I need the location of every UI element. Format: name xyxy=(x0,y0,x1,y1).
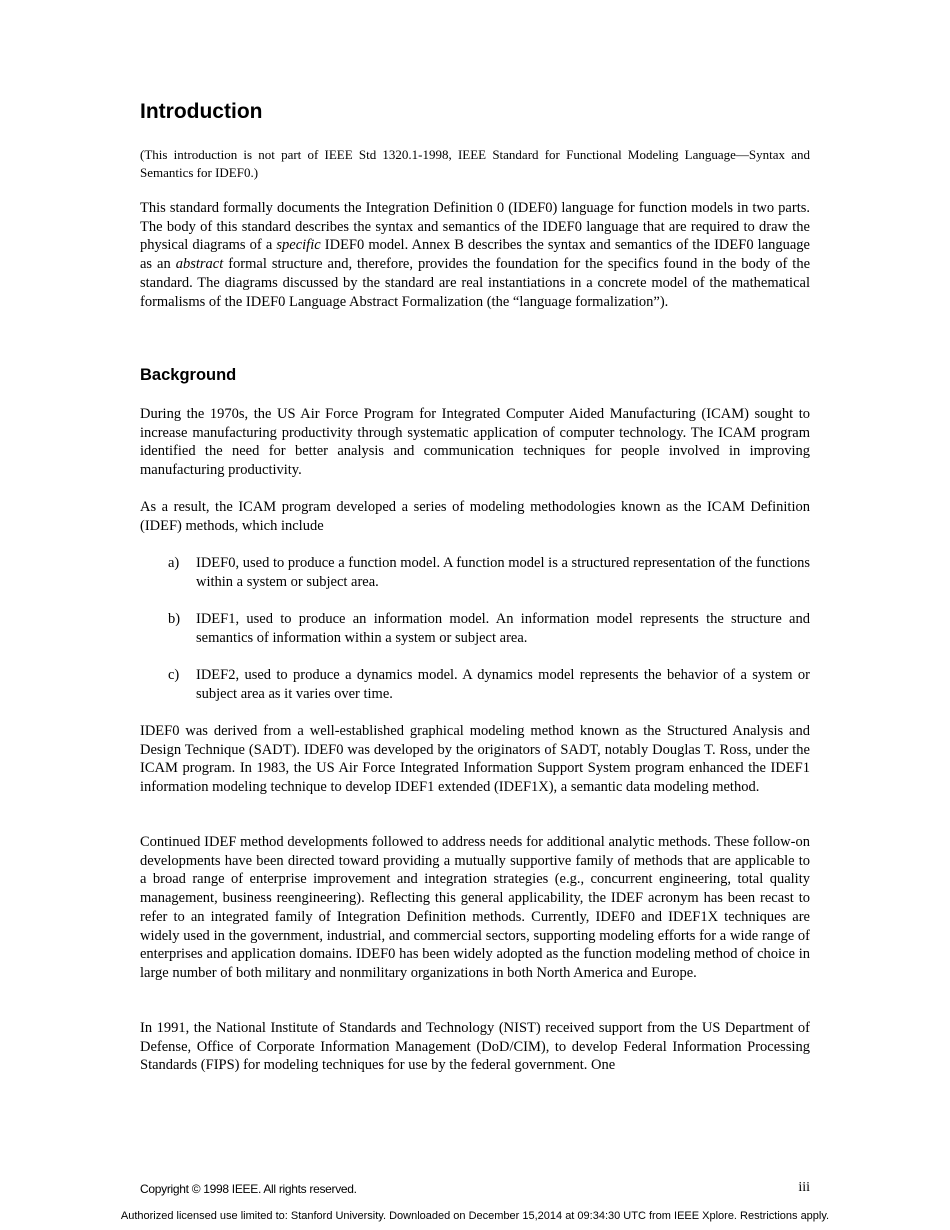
intro-text-2: IDEF0 model. Annex B describes the syntax and semantics of the IDEF0 language as an xyxy=(140,237,810,273)
intro-emphasis-abstract: abstract xyxy=(175,256,224,273)
background-paragraph-2: As a result, the ICAM program developed a series of modeling methodologies known as the ICAM Definition (IDEF) methods, which include xyxy=(140,499,810,534)
background-paragraph-1: During the 1970s, the US Air Force Program for Integrated Computer Aided Manufacturing (ICAM) sought to increase manufacturing productivity through systematic application of computer technology. The ICAM program identified the need for better analysis and communication techniques for people involved in improving manufacturing productivity. xyxy=(140,406,810,479)
intro-text-1: This standard formally documents the Integration Definition 0 (IDEF0) language for function models in two parts. The body of this standard describes the syntax and semantics of the IDEF0 language that are required to draw the physical diagrams of a xyxy=(140,200,810,254)
intro-text-3: formal structure and, therefore, provides the foundation for the specifics found in the body of the standard. The diagrams discussed by the standard are real instantiations in a concrete model of the mathematical formalisms of the IDEF0 Language Abstract Formalization (the “language formalization”). xyxy=(140,256,811,310)
intro-emphasis-specific: specific xyxy=(276,237,321,254)
list-marker: a) xyxy=(168,555,180,571)
section-heading-background: Background xyxy=(140,366,237,384)
list-marker: b) xyxy=(168,611,181,627)
page-number: iii xyxy=(798,1180,810,1195)
background-paragraph-5: In 1991, the National Institute of Standards and Technology (NIST) received support from the US Department of Defense, Office of Corporate Information Management (DoD/CIM), to develop Federal Information Processing Standards (FIPS) for modeling techniques for use by the federal government. One xyxy=(140,1020,810,1074)
intro-paragraph xyxy=(140,199,810,311)
list-marker: c) xyxy=(168,667,180,683)
introduction-note: (This introduction is not part of IEEE Std 1320.1-1998, IEEE Standard for Functional Modeling Language—Syntax and Semantics for IDEF0.) xyxy=(140,147,810,180)
list-item-text: IDEF1, used to produce an information model. An information model represents the structure and semantics of information within a system or subject area. xyxy=(196,611,810,646)
list-item-text: IDEF0, used to produce a function model. A function model is a structured representation of the functions within a system or subject area. xyxy=(196,555,810,590)
list-item-text: IDEF2, used to produce a dynamics model. A dynamics model represents the behavior of a system or subject area as it varies over time. xyxy=(196,667,810,702)
copyright-notice: Copyright © 1998 IEEE. All rights reserved. xyxy=(140,1182,357,1196)
background-paragraph-4: Continued IDEF method developments followed to address needs for additional analytic methods. These follow-on developments have been directed toward providing a mutually supportive family of methods that are applicable to a broad range of enterprise improvement and integration strategies (e.g., concurrent engineering, total quality management, business reengineering). Reflecting this general applicability, the IDEF acronym has been recast to refer to an integrated family of Integration Definition methods. Currently, IDEF0 and IDEF1X techniques are widely used in the government, industrial, and commercial sectors, supporting modeling efforts for a wide range of enterprises and application domains. IDEF0 has been widely adopted as the function modeling method of choice in large number of both military and nonmilitary organizations in both North America and Europe. xyxy=(140,834,810,981)
page-title: Introduction xyxy=(140,100,263,123)
license-notice: Authorized licensed use limited to: Stanford University. Downloaded on December 15,2014 at 09:34:30 UTC from IEEE Xplore. Restrictions apply. xyxy=(120,1210,830,1222)
background-paragraph-3: IDEF0 was derived from a well-established graphical modeling method known as the Structured Analysis and Design Technique (SADT). IDEF0 was developed by the originators of SADT, notably Douglas T. Ross, under the ICAM program. In 1983, the US Air Force Integrated Information Support System program enhanced the IDEF1 information modeling technique to develop IDEF1 extended (IDEF1X), a semantic data modeling method. xyxy=(140,723,810,796)
